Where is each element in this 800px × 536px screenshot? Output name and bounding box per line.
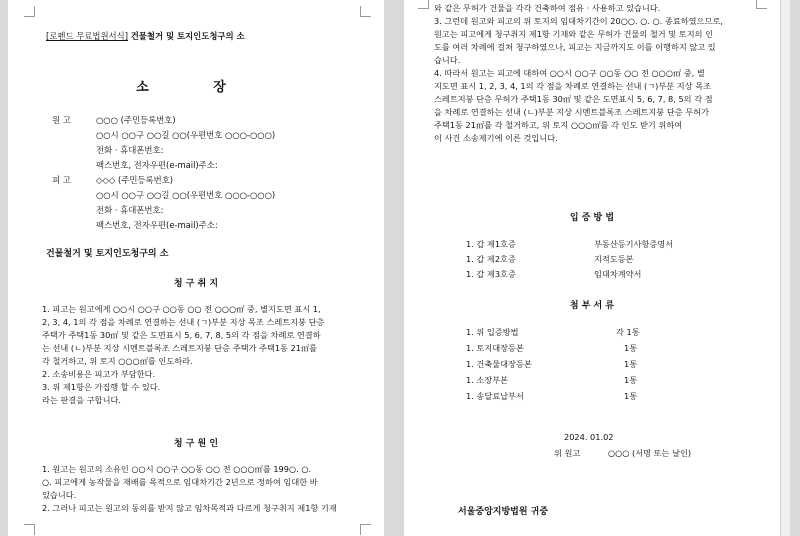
reason-line: 스레트지붕 단층 무허가 주택1동 30㎡ 및 같은 도면표시 5, 6, 7, 8, 5의 각 점 [434,94,713,104]
header-tag: [로펜드 무료법원서식] [46,31,129,41]
crop-mark [24,524,35,535]
evidence-doc: 부동산등기사항증명서 [594,239,674,249]
document-page-left [8,0,384,536]
reason-line: 2. 그러나 피고는 원고의 동의를 받지 않고 임차목적과 다르게 청구취지 제1항 기재 [42,503,337,513]
plaintiff-name: ○○○ (주민등록번호) [96,115,176,125]
reason-line: 을 차례로 연결하는 선내 (ㄴ)부분 지상 시멘트블록조 스레트지붕 단층 무허가 [434,107,709,117]
doc-header [46,30,245,42]
crop-mark [756,0,767,9]
filing-date: 2024. 01.02 [564,432,614,442]
reason-line: 주택1동 21㎡를 각 철거하고, 위 토지 ○○○㎡를 각 인도 받기 위하여 [434,120,683,130]
defendant-address: ○○시 ○○구 ○○길 ○○(우편번호 ○○○-○○○) [96,190,276,200]
attachment-qty: 각 1통 [616,327,640,337]
crop-mark [24,6,35,17]
case-name: 건물철거 및 토지인도청구의 소 [46,249,169,259]
defendant-fax: 팩스번호, 전자우편(e-mail)주소: [96,220,218,230]
claim-heading: 청 구 취 지 [173,279,219,289]
evidence-doc: 지적도등본 [594,254,634,264]
plaintiff-fax: 팩스번호, 전자우편(e-mail)주소: [96,160,218,170]
court-name: 서울중앙지방법원 귀중 [458,507,549,517]
plaintiff-phone: 전화 · 휴대폰번호: [96,145,164,155]
reason-line: ○. 피고에게 농작물을 재배를 목적으로 임대차기간 2년으로 정하여 임대한 바 [42,477,318,487]
header-title: 건물철거 및 토지인도청구의 소 [130,31,245,41]
claim-line: 주택가 주택1동 30㎡ 및 같은 도면표시 5, 6, 7, 8, 5의 각 점을 차례로 연결하 [42,330,321,340]
reasons-block [42,463,337,515]
claim-line: 2. 소송비용은 피고가 부담한다. [42,369,156,379]
claim-line: 는 선내 (ㄴ)부분 지상 시멘트블록조 스레트지붕 단층 주택가 주택1동 21㎡를 [42,343,318,353]
evidence-no: 1. 갑 제1호증 [466,239,516,249]
attach-heading: 첨 부 서 류 [569,301,615,311]
crop-mark [360,524,371,535]
reasons-continued [434,2,723,145]
attachment-name: 1. 위 입증방법 [466,327,519,337]
evidence-doc: 임대차계약서 [594,269,642,279]
evidence-heading: 입 증 방 법 [569,213,615,223]
reason-line: 3. 그런데 원고와 피고의 위 토지의 임대차기간이 20○○. ○. ○. 종료하였으므로, [434,16,723,26]
attachment-qty: 1통 [624,391,638,401]
reason-line: 도를 여러 차례에 걸쳐 청구하였으나, 피고는 지금까지도 이를 이행하지 않고 있 [434,42,716,52]
evidence-no: 1. 갑 제2호증 [466,254,516,264]
vertical-scrollbar[interactable] [780,0,790,536]
plaintiff-address: ○○시 ○○구 ○○길 ○○(우편번호 ○○○-○○○) [96,130,276,140]
attachment-qty: 1통 [624,359,638,369]
attachment-name: 1. 소장부본 [466,375,509,385]
attachment-name: 1. 건축물대장등본 [466,359,532,369]
reason-line: 1. 원고는 원고의 소유인 ○○시 ○○구 ○○동 ○○ 전 ○○○㎡를 199○. ○. [42,464,312,474]
claim-line: 3. 위 제1항은 가집행 할 수 있다. [42,382,161,392]
reason-line: 이 사건 소송제기에 이른 것입니다. [434,133,558,143]
plaintiff-role: 원 고 [52,115,71,125]
attachment-qty: 1통 [624,375,638,385]
reason-line: 습니다. [434,55,461,65]
reason-line: 와 같은 무허가 건물을 각각 건축하여 점유 · 사용하고 있습니다. [434,3,661,13]
reason-heading: 청 구 원 인 [173,439,219,449]
signer-name: ○○○ (서명 또는 날인) [608,448,692,458]
claim-line: 1. 피고는 원고에게 ○○시 ○○구 ○○동 ○○ 전 ○○○㎡ 중, 별지도면 표시 1, [42,304,321,314]
defendant-role: 피 고 [52,175,71,185]
claim-line: 라는 판결을 구합니다. [42,395,121,405]
claim-line: 2, 3, 4, 1의 각 점을 차례로 연결하는 선내 (ㄱ)부분 지상 목조 스레트지붕 단층 [42,317,325,327]
evidence-no: 1. 갑 제3호증 [466,269,516,279]
claim-line: 각 철거하고, 위 토지 ○○○㎡를 인도하라. [42,356,193,366]
claims-block [42,303,324,407]
attachment-name: 1. 송달료납부서 [466,391,524,401]
defendant-phone: 전화 · 휴대폰번호: [96,205,164,215]
reason-line: 있습니다. [42,490,77,500]
signer-role: 위 원고 [554,448,581,458]
doc-title: 소 장 [136,80,256,95]
reason-line: 4. 따라서 원고는 피고에 대하여 ○○시 ○○구 ○○동 ○○ 전 ○○○㎡ 중, 별 [434,68,705,78]
reason-line: 원고는 피고에게 청구취지 제1항 기재와 같은 무허가 건물의 철거 및 토지의 인 [434,29,714,39]
defendant-name: ◇◇◇ (주민등록번호) [96,175,174,185]
attachment-qty: 1통 [624,343,638,353]
document-page-right [404,0,790,536]
crop-mark [360,6,371,17]
crop-mark [418,0,429,9]
attachment-name: 1. 토지대장등본 [466,343,524,353]
reason-line: 지도면 표시 1, 2, 3, 4, 1의 각 점을 차례로 연결하는 선내 (ㄱ)부분 지상 목조 [434,81,712,91]
